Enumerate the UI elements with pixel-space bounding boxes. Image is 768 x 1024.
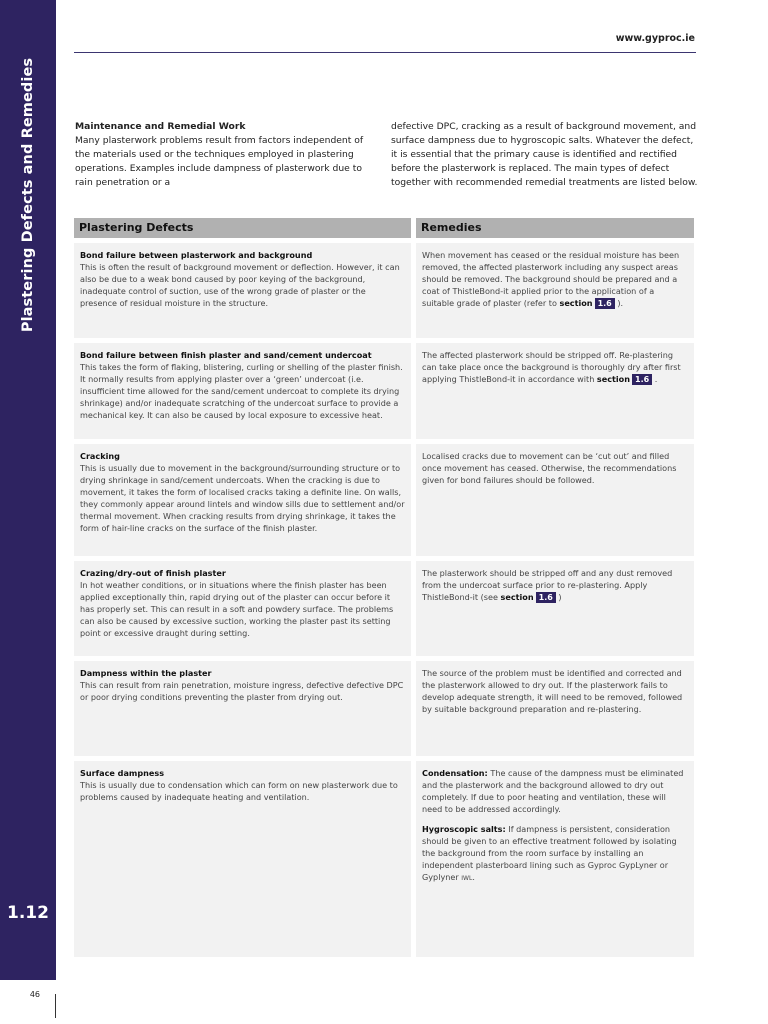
defect-cell <box>74 561 411 656</box>
remedy-cell <box>416 561 694 656</box>
section-ref-badge[interactable]: 1.6 <box>595 298 615 309</box>
salts-suffix: IWL <box>461 875 473 882</box>
remedy-condensation <box>422 767 688 815</box>
remedy-text: The affected plasterwork should be stripped off. Re-plastering can take place once the background is thoroughly dry after first applying ThistleBond-it in accordance with <box>422 350 681 384</box>
remedy-cell <box>416 343 694 439</box>
defect-cell <box>74 661 411 756</box>
defect-cell <box>74 761 411 957</box>
condensation-text: The cause of the dampness must be eliminated and the plasterwork and the background allowed to dry out completely. If due to poor heating and ventilation, these will need to be addressed accordingly. <box>422 768 684 814</box>
salts-label: Hygroscopic salts: <box>422 824 506 834</box>
defect-title: Dampness within the plaster <box>80 668 212 678</box>
remedy-text: When movement has ceased or the residual moisture has been removed, the affected plasterwork including any suspect areas should be removed. The background should be prepared and a coat of ThistleBond-it applied prior to the application of a suitable grade of plaster (refer to <box>422 250 680 308</box>
remedy-text-end: ). <box>617 298 624 308</box>
intro-right <box>391 120 701 190</box>
column-header-defects: Plastering Defects <box>74 218 411 238</box>
defect-text: This is often the result of background movement or deflection. However, it can also be due to a weak bond caused by poor keying of the background, inadequate control of suction, use of the wrong grade of plaster or the presence of residual moisture in the structure. <box>80 262 400 308</box>
remedy-text: The plasterwork should be stripped off and any dust removed from the undercoat surface prior to re-plastering. Apply ThistleBond-it (see <box>422 568 673 602</box>
defect-cell <box>74 444 411 556</box>
defect-cell <box>74 243 411 338</box>
remedy-text: The source of the problem must be identified and corrected and the plasterwork allowed to dry out. If the plasterwork fails to develop adequate strength, it will need to be removed, followed by suitable background preparation and re-plastering. <box>422 668 683 714</box>
sidebar-title: Plastering Defects and Remedies <box>20 57 36 333</box>
page-number-divider <box>55 994 56 1018</box>
header-rule <box>74 52 696 53</box>
defect-text: In hot weather conditions, or in situations where the finish plaster has been applied exceptionally thin, rapid drying out of the plaster can occur before it has properly set. This can result in a soft and powdery surface. The problems can also be caused by excessive suction, working the plaster past its setting point or excessive draught during setting. <box>80 580 394 638</box>
defect-title: Surface dampness <box>80 768 165 778</box>
salts-end: . <box>472 872 475 882</box>
section-ref-label: section <box>500 592 534 602</box>
remedy-cell <box>416 243 694 338</box>
remedy-hygroscopic-salts <box>422 823 688 885</box>
remedy-cell <box>416 761 694 957</box>
section-ref-badge[interactable]: 1.6 <box>632 374 652 385</box>
defect-text: This can result from rain penetration, moisture ingress, defective defective DPC or poor drying conditions preventing the plaster from drying out. <box>80 680 404 702</box>
intro-left <box>75 120 380 190</box>
section-number: 1.12 <box>7 903 49 923</box>
remedy-text-end: . <box>654 374 658 384</box>
website-url: www.gyproc.ie <box>615 33 695 44</box>
defect-cell <box>74 343 411 439</box>
salts-text: If dampness is persistent, consideration should be given to an effective treatment followed by isolating the background from the room surface by installing an independent plasterboard lining such as Gyproc GypLyner or Gyplyner <box>422 824 677 882</box>
remedy-text-end: ) <box>558 592 562 602</box>
remedy-text: Localised cracks due to movement can be ‘cut out’ and filled once movement has ceased. Otherwise, the recommendations given for bond failures should be followed. <box>422 451 677 485</box>
defect-title: Bond failure between finish plaster and sand/cement undercoat <box>80 350 372 360</box>
intro-right-text: defective DPC, cracking as a result of background movement, and surface dampness due to hygroscopic salts. Whatever the defect, it is essential that the primary cause is identified and rectified before the plasterwork is replaced. The main types of defect together with recommended remedial treatments are listed below. <box>391 121 698 188</box>
defect-title: Cracking <box>80 451 120 461</box>
defect-text: This takes the form of flaking, blistering, curling or shelling of the plaster finish. It normally results from applying plaster over a ‘green’ undercoat (i.e. insufficient time allowed for the sand/cement undercoat to complete its drying shrinkage) and/or inadequate scratching of the undercoat surface to provide a mechanical key. It can also be caused by local exposure to excessive heat. <box>80 362 403 420</box>
section-ref-label: section <box>596 374 630 384</box>
intro-left-text: Many plasterwork problems result from factors independent of the materials used or the techniques employed in plastering operations. Examples include dampness of plasterwork due to rain penetration or a <box>75 135 364 188</box>
defect-text: This is usually due to movement in the background/surrounding structure or to drying shrinkage in sand/cement undercoats. When the cracking is due to movement, it takes the form of localised cracks taking a definite line. On walls, they commonly appear around lintels and window sills due to settlement and/or thermal movement. When cracking results from drying shrinkage, it takes the form of hair-line cracks on the surface of the finish plaster. <box>80 463 405 533</box>
defect-text: This is usually due to condensation which can form on new plasterwork due to problems caused by inadequate heating and ventilation. <box>80 780 398 802</box>
remedy-cell <box>416 661 694 756</box>
defect-title: Crazing/dry-out of finish plaster <box>80 568 226 578</box>
remedy-cell <box>416 444 694 556</box>
condensation-label: Condensation: <box>422 768 488 778</box>
sidebar <box>0 0 56 980</box>
page-number: 46 <box>29 990 40 999</box>
section-ref-badge[interactable]: 1.6 <box>536 592 556 603</box>
defect-title: Bond failure between plasterwork and background <box>80 250 313 260</box>
section-ref-label: section <box>559 298 593 308</box>
column-header-remedies: Remedies <box>416 218 694 238</box>
intro-heading: Maintenance and Remedial Work <box>75 121 246 132</box>
